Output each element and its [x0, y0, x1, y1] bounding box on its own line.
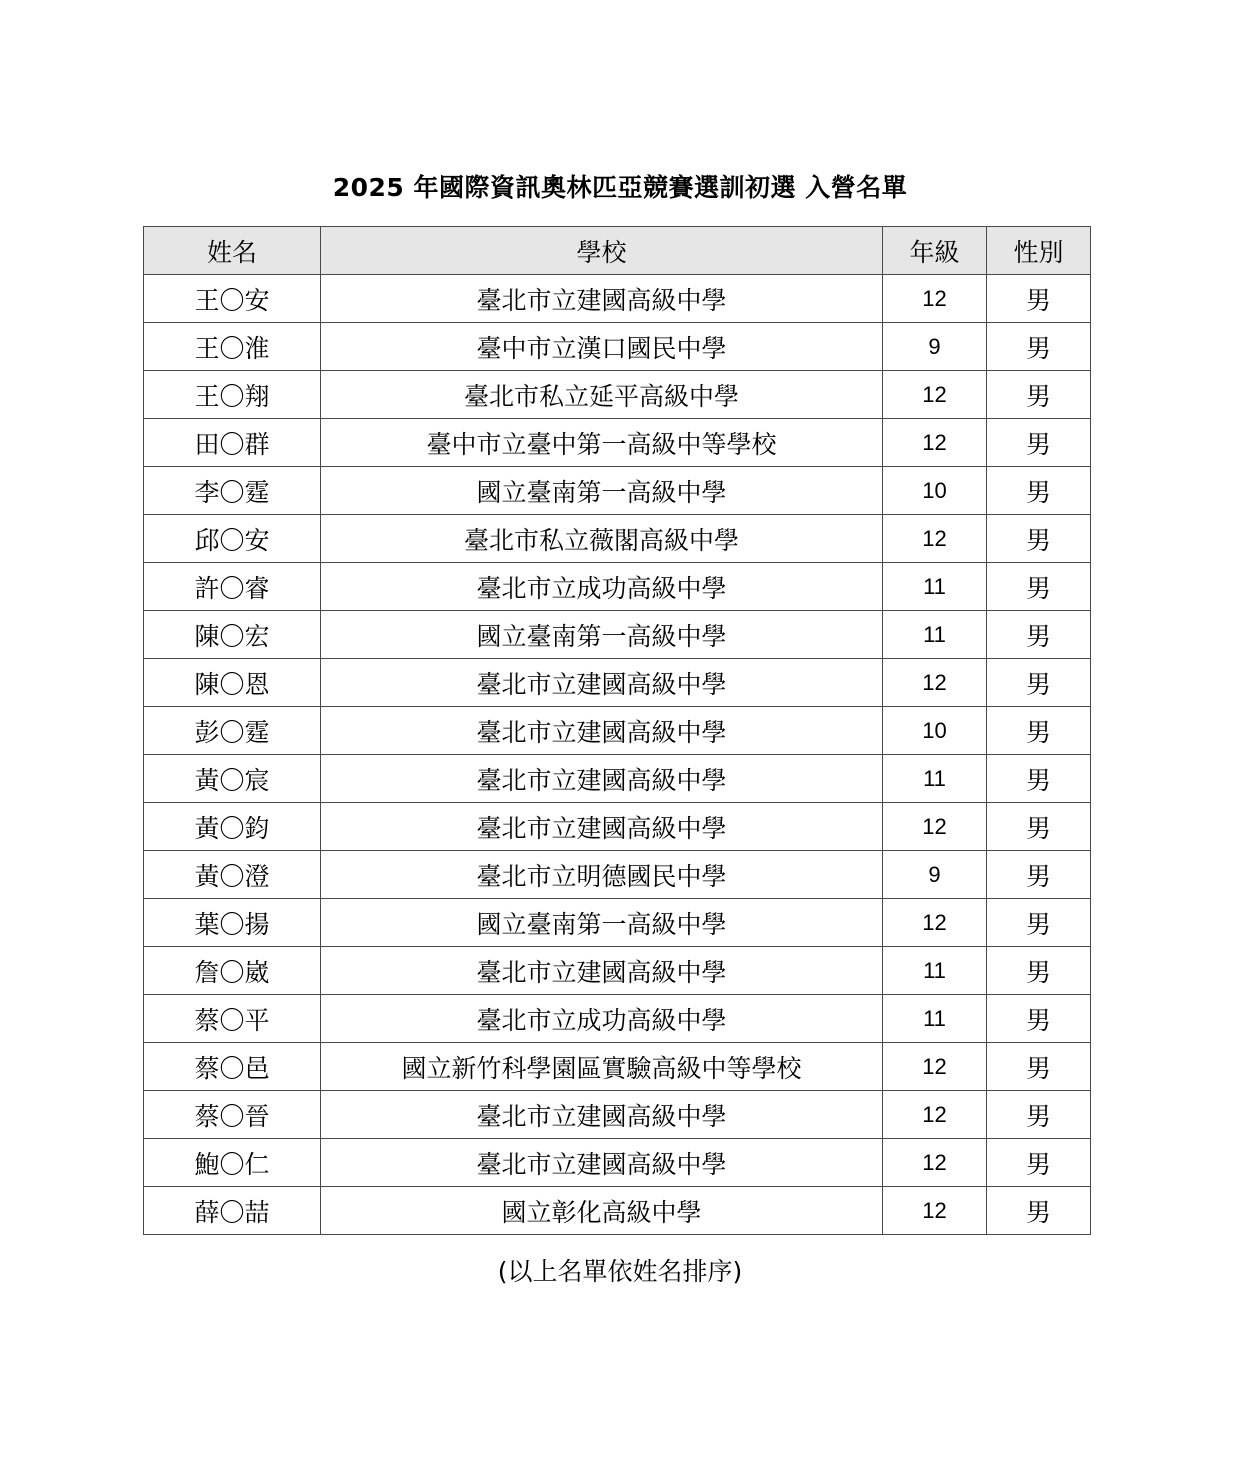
- cell-gender: 男: [987, 1139, 1091, 1187]
- cell-name: 蔡〇晉: [144, 1091, 321, 1139]
- cell-grade: 11: [883, 947, 987, 995]
- cell-name: 蔡〇邑: [144, 1043, 321, 1091]
- table-row: [144, 563, 1091, 611]
- cell-school: 臺北市立建國高級中學: [321, 275, 883, 323]
- cell-gender: 男: [987, 611, 1091, 659]
- cell-grade: 12: [883, 371, 987, 419]
- cell-name: 黃〇鈞: [144, 803, 321, 851]
- cell-grade: 12: [883, 899, 987, 947]
- cell-gender: 男: [987, 275, 1091, 323]
- cell-name: 許〇睿: [144, 563, 321, 611]
- table-row: [144, 803, 1091, 851]
- cell-name: 黃〇澄: [144, 851, 321, 899]
- table-row: [144, 323, 1091, 371]
- table-row: [144, 851, 1091, 899]
- cell-name: 薛〇喆: [144, 1187, 321, 1235]
- column-header-name: 姓名: [144, 227, 321, 275]
- cell-grade: 12: [883, 1091, 987, 1139]
- table-header: [144, 227, 1091, 275]
- column-header-school: 學校: [321, 227, 883, 275]
- cell-grade: 12: [883, 419, 987, 467]
- cell-school: 臺北市私立延平高級中學: [321, 371, 883, 419]
- cell-school: 國立臺南第一高級中學: [321, 611, 883, 659]
- cell-gender: 男: [987, 659, 1091, 707]
- cell-school: 臺北市私立薇閣高級中學: [321, 515, 883, 563]
- cell-name: 詹〇崴: [144, 947, 321, 995]
- cell-school: 臺中市立臺中第一高級中等學校: [321, 419, 883, 467]
- table-row: [144, 707, 1091, 755]
- cell-gender: 男: [987, 1091, 1091, 1139]
- table-row: [144, 419, 1091, 467]
- cell-gender: 男: [987, 1187, 1091, 1235]
- header-row: [144, 227, 1091, 275]
- cell-grade: 11: [883, 611, 987, 659]
- cell-school: 國立彰化高級中學: [321, 1187, 883, 1235]
- cell-school: 國立臺南第一高級中學: [321, 899, 883, 947]
- cell-school: 臺北市立建國高級中學: [321, 755, 883, 803]
- sort-note: (以上名單依姓名排序): [497, 1257, 743, 1286]
- cell-gender: 男: [987, 515, 1091, 563]
- cell-name: 邱〇安: [144, 515, 321, 563]
- cell-grade: 10: [883, 707, 987, 755]
- cell-name: 彭〇霆: [144, 707, 321, 755]
- cell-grade: 10: [883, 467, 987, 515]
- cell-name: 黃〇宸: [144, 755, 321, 803]
- cell-school: 臺北市立成功高級中學: [321, 563, 883, 611]
- table-row: [144, 755, 1091, 803]
- cell-gender: 男: [987, 707, 1091, 755]
- cell-gender: 男: [987, 851, 1091, 899]
- table-row: [144, 899, 1091, 947]
- cell-gender: 男: [987, 563, 1091, 611]
- cell-name: 陳〇恩: [144, 659, 321, 707]
- cell-grade: 9: [883, 323, 987, 371]
- cell-grade: 12: [883, 803, 987, 851]
- cell-grade: 9: [883, 851, 987, 899]
- cell-name: 葉〇揚: [144, 899, 321, 947]
- cell-name: 王〇淮: [144, 323, 321, 371]
- cell-name: 陳〇宏: [144, 611, 321, 659]
- table-row: [144, 659, 1091, 707]
- participant-table: [143, 226, 1091, 1235]
- cell-gender: 男: [987, 419, 1091, 467]
- cell-gender: 男: [987, 467, 1091, 515]
- cell-name: 王〇安: [144, 275, 321, 323]
- cell-school: 臺北市立建國高級中學: [321, 803, 883, 851]
- table-row: [144, 947, 1091, 995]
- cell-school: 臺北市立建國高級中學: [321, 659, 883, 707]
- cell-grade: 12: [883, 1139, 987, 1187]
- cell-school: 臺中市立漢口國民中學: [321, 323, 883, 371]
- cell-gender: 男: [987, 803, 1091, 851]
- cell-gender: 男: [987, 1043, 1091, 1091]
- cell-gender: 男: [987, 947, 1091, 995]
- table-row: [144, 995, 1091, 1043]
- cell-gender: 男: [987, 323, 1091, 371]
- table-row: [144, 1091, 1091, 1139]
- table-row: [144, 1043, 1091, 1091]
- cell-name: 蔡〇平: [144, 995, 321, 1043]
- cell-grade: 12: [883, 515, 987, 563]
- cell-gender: 男: [987, 995, 1091, 1043]
- cell-gender: 男: [987, 899, 1091, 947]
- cell-gender: 男: [987, 755, 1091, 803]
- page-title: 2025 年國際資訊奧林匹亞競賽選訓初選 入營名單: [332, 173, 908, 202]
- table-row: [144, 611, 1091, 659]
- cell-school: 國立臺南第一高級中學: [321, 467, 883, 515]
- table-row: [144, 1139, 1091, 1187]
- cell-grade: 11: [883, 995, 987, 1043]
- table-row: [144, 467, 1091, 515]
- cell-school: 臺北市立建國高級中學: [321, 707, 883, 755]
- table-row: [144, 515, 1091, 563]
- cell-grade: 11: [883, 563, 987, 611]
- cell-school: 國立新竹科學園區實驗高級中等學校: [321, 1043, 883, 1091]
- table-row: [144, 1187, 1091, 1235]
- cell-school: 臺北市立建國高級中學: [321, 1139, 883, 1187]
- cell-name: 鮑〇仁: [144, 1139, 321, 1187]
- cell-gender: 男: [987, 371, 1091, 419]
- cell-grade: 12: [883, 1043, 987, 1091]
- cell-school: 臺北市立建國高級中學: [321, 947, 883, 995]
- cell-school: 臺北市立明德國民中學: [321, 851, 883, 899]
- cell-name: 王〇翔: [144, 371, 321, 419]
- cell-grade: 11: [883, 755, 987, 803]
- column-header-grade: 年級: [883, 227, 987, 275]
- table-row: [144, 275, 1091, 323]
- table-row: [144, 371, 1091, 419]
- cell-school: 臺北市立建國高級中學: [321, 1091, 883, 1139]
- cell-name: 田〇群: [144, 419, 321, 467]
- cell-grade: 12: [883, 659, 987, 707]
- cell-name: 李〇霆: [144, 467, 321, 515]
- column-header-gender: 性別: [987, 227, 1091, 275]
- cell-grade: 12: [883, 1187, 987, 1235]
- cell-grade: 12: [883, 275, 987, 323]
- cell-school: 臺北市立成功高級中學: [321, 995, 883, 1043]
- table-body: [144, 275, 1091, 1235]
